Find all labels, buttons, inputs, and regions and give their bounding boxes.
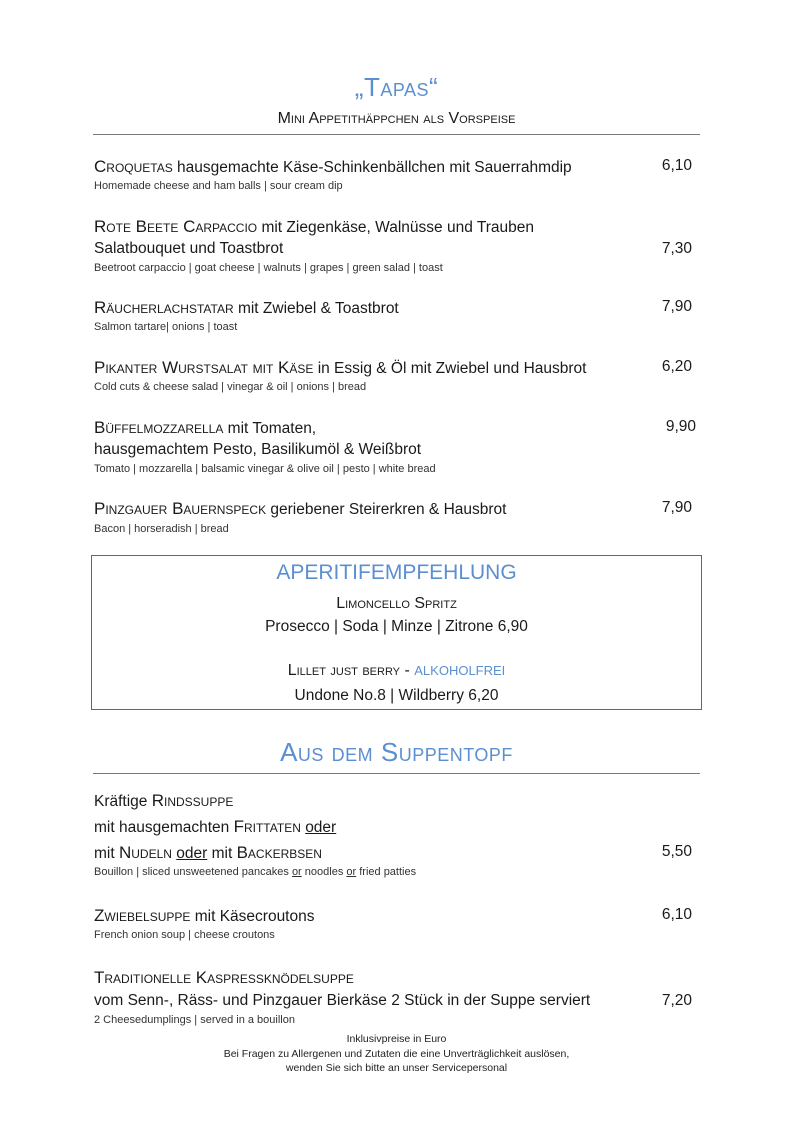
footer-prices-note: Inklusivpreise in Euro bbox=[346, 1033, 447, 1045]
item-price: 7,90 bbox=[661, 298, 692, 315]
item-name: Zwiebelsuppe bbox=[94, 906, 191, 925]
item-name: Frittaten bbox=[233, 817, 301, 836]
item-name: Nudeln bbox=[118, 843, 172, 862]
item-desc: mit Käsecroutons bbox=[194, 908, 315, 925]
item-price: 7,20 bbox=[661, 992, 692, 1009]
or-word: or bbox=[346, 866, 357, 878]
soup-rind-line1 bbox=[94, 791, 233, 811]
menu-item-croquetas bbox=[94, 157, 572, 177]
item-desc: in Essig & Öl mit Zwiebel und Hausbrot bbox=[317, 360, 587, 377]
drink-name-limoncello: Limoncello Spritz bbox=[336, 595, 457, 612]
item-price: 7,30 bbox=[661, 240, 692, 257]
item-translation: Salmon tartare| onions | toast bbox=[94, 321, 238, 333]
footer-service-note: wenden Sie sich bitte an unser Servicepersonal bbox=[285, 1062, 508, 1074]
item-name: Pikanter Wurstsalat mit Käse bbox=[94, 358, 314, 377]
item-price: 7,90 bbox=[661, 499, 692, 516]
text: mit bbox=[94, 845, 115, 862]
item-desc: mit Ziegenkäse, Walnüsse und Trauben bbox=[261, 219, 534, 236]
item-translation: 2 Cheesedumplings | served in a bouillon bbox=[94, 1014, 295, 1026]
item-desc: mit Zwiebel & Toastbrot bbox=[237, 300, 399, 317]
tapas-subtitle: Mini Appetithäppchen als Vorspeise bbox=[277, 110, 516, 127]
item-desc: hausgemachte Käse-Schinkenbällchen mit Sauerrahmdip bbox=[177, 159, 572, 176]
menu-item-raeucherlachstatar bbox=[94, 298, 399, 318]
item-desc-line2: Salatbouquet und Toastbrot bbox=[94, 240, 284, 257]
drink-desc-limoncello: Prosecco | Soda | Minze | Zitrone 6,90 bbox=[265, 618, 528, 635]
item-translation: French onion soup | cheese croutons bbox=[94, 929, 275, 941]
tapas-title: „Tapas“ bbox=[354, 72, 439, 102]
item-translation: Cold cuts & cheese salad | vinegar & oil | onions | bread bbox=[94, 381, 367, 393]
text: noodles bbox=[304, 866, 344, 878]
item-name: Büffelmozzarella bbox=[94, 418, 224, 437]
item-name: Pinzgauer Bauernspeck bbox=[94, 499, 267, 518]
divider bbox=[93, 134, 700, 135]
item-name: Croquetas bbox=[94, 157, 173, 176]
menu-item-zwiebelsuppe bbox=[94, 906, 314, 926]
aperitif-title: APERITIFEMPFEHLUNG bbox=[276, 561, 517, 584]
soup-rind-line2 bbox=[94, 817, 336, 837]
item-name: Backerbsen bbox=[236, 843, 322, 862]
item-translation: Tomato | mozzarella | balsamic vinegar & olive oil | pesto | white bread bbox=[94, 463, 436, 475]
text: mit bbox=[211, 845, 233, 862]
menu-item-wurstsalat bbox=[94, 358, 586, 378]
item-translation: Bacon | horseradish | bread bbox=[94, 523, 229, 535]
divider bbox=[93, 773, 700, 774]
item-translation: Homemade cheese and ham balls | sour cream dip bbox=[94, 180, 343, 192]
item-price: 6,20 bbox=[661, 358, 692, 375]
menu-item-rote-beete bbox=[94, 217, 534, 237]
or-word: oder bbox=[176, 845, 208, 862]
item-name: Rindssuppe bbox=[151, 791, 234, 810]
item-name: Räucherlachstatar bbox=[94, 298, 234, 317]
drink-lillet bbox=[91, 662, 702, 680]
item-desc: mit Tomaten, bbox=[227, 420, 317, 437]
item-desc: geriebener Steirerkren & Hausbrot bbox=[270, 501, 507, 518]
text: Kräftige bbox=[94, 793, 148, 810]
item-price: 6,10 bbox=[661, 157, 692, 174]
item-name: Traditionelle Kaspressknödelsuppe bbox=[94, 968, 354, 987]
text: fried patties bbox=[359, 866, 417, 878]
soup-title: Aus dem Suppentopf bbox=[280, 737, 513, 767]
item-price: 5,50 bbox=[661, 843, 692, 860]
menu-item-bauernspeck bbox=[94, 499, 506, 519]
item-name: Rote Beete Carpaccio bbox=[94, 217, 258, 236]
footer-allergen-note: Bei Fragen zu Allergenen und Zutaten die eine Unverträglichkeit auslösen, bbox=[223, 1048, 570, 1060]
drink-tag-alcohol-free: ALKOHOLFREI bbox=[414, 663, 506, 678]
item-translation: Beetroot carpaccio | goat cheese | walnuts | grapes | green salad | toast bbox=[94, 262, 443, 274]
menu-item-kaspressknoedelsuppe bbox=[94, 968, 354, 988]
drink-desc-lillet: Undone No.8 | Wildberry 6,20 bbox=[294, 687, 499, 704]
item-desc: vom Senn-, Räss- und Pinzgauer Bierkäse 2 Stück in der Suppe serviert bbox=[94, 992, 591, 1009]
soup-rind-line3 bbox=[94, 843, 322, 863]
or-word: oder bbox=[305, 819, 337, 836]
item-translation bbox=[94, 866, 416, 878]
item-price: 6,10 bbox=[661, 906, 692, 923]
drink-name-lillet: Lillet just berry - bbox=[287, 662, 410, 679]
text: Bouillon | sliced unsweetened pancakes bbox=[94, 866, 289, 878]
text: mit hausgemachten bbox=[94, 819, 230, 836]
menu-item-bueffelmozzarella bbox=[94, 418, 316, 438]
item-price: 9,90 bbox=[665, 418, 696, 435]
or-word: or bbox=[291, 866, 302, 878]
item-desc-line2: hausgemachtem Pesto, Basilikumöl & Weißbrot bbox=[94, 441, 422, 458]
